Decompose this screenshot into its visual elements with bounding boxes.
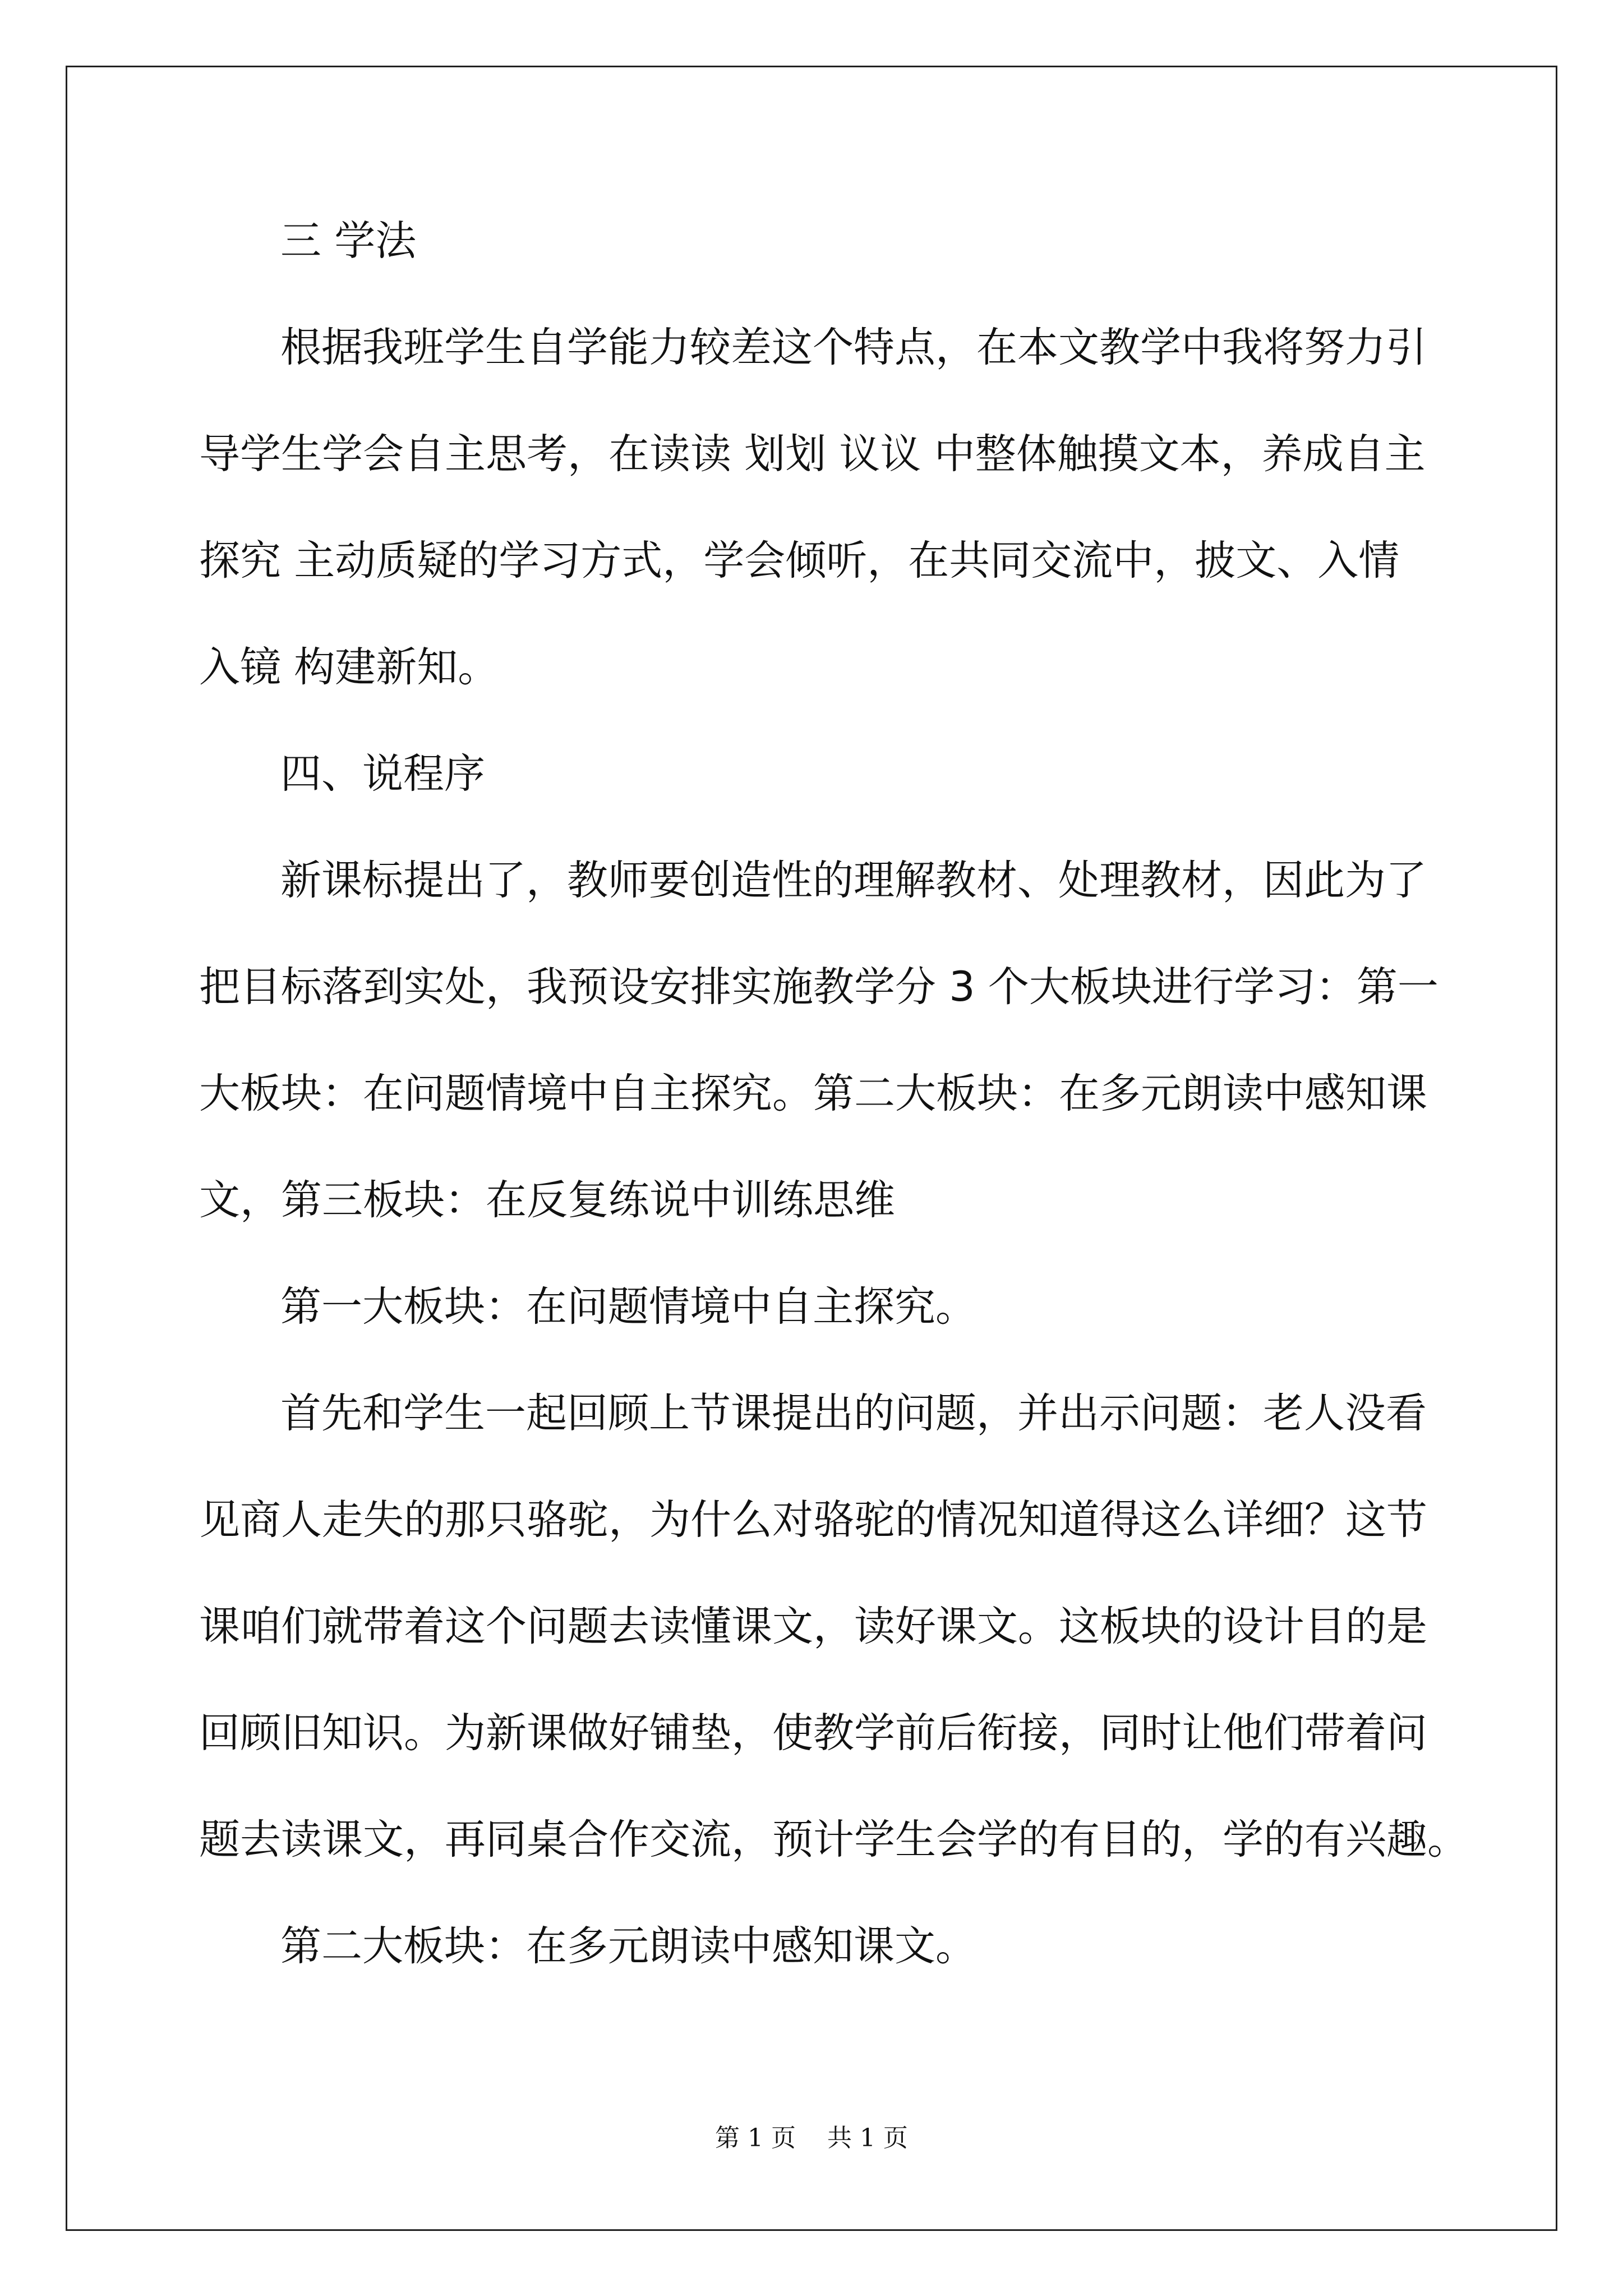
paragraph-line: 根据我班学生自学能力较差这个特点，在本文教学中我将努力引 — [280, 324, 1427, 371]
section-heading-study-method: 三 学法 — [280, 217, 417, 265]
paragraph-line: 课咱们就带着这个问题去读懂课文，读好课文。这板块的设计目的是 — [199, 1603, 1427, 1650]
section-heading-procedure: 四、说程序 — [280, 750, 485, 798]
subheading-block-two: 第二大板块：在多元朗读中感知课文。 — [280, 1922, 976, 1970]
paragraph-line: 见商人走失的那只骆驼，为什么对骆驼的情况知道得这么详细？这节 — [199, 1496, 1427, 1544]
paragraph-line: 新课标提出了，教师要创造性的理解教材、处理教材，因此为了 — [280, 857, 1427, 904]
paragraph-line: 大板块：在问题情境中自主探究。第二大板块：在多元朗读中感知课 — [199, 1070, 1427, 1117]
paragraph-line: 题去读课文，再同桌合作交流，预计学生会学的有目的，学的有兴趣。 — [199, 1816, 1468, 1864]
paragraph-line: 导学生学会自主思考，在读读 划划 议议 中整体触摸文本，养成自主 — [199, 430, 1426, 478]
page-border — [66, 66, 1557, 2231]
paragraph-line: 回顾旧知识。为新课做好铺垫，使教学前后衔接，同时让他们带着问 — [199, 1709, 1427, 1757]
paragraph-line: 入镜 构建新知。 — [199, 643, 499, 691]
paragraph-line: 首先和学生一起回顾上节课提出的问题，并出示问题：老人没看 — [280, 1389, 1427, 1437]
paragraph-line: 文，第三板块：在反复练说中训练思维 — [199, 1176, 895, 1224]
paragraph-line: 探究 主动质疑的学习方式，学会倾听，在共同交流中，披文、入情 — [199, 537, 1400, 585]
page-number-footer: 第 1 页 共 1 页 — [715, 2124, 908, 2152]
subheading-block-one: 第一大板块：在问题情境中自主探究。 — [280, 1283, 976, 1331]
paragraph-line: 把目标落到实处，我预设安排实施教学分 3 个大板块进行学习：第一 — [199, 963, 1438, 1011]
